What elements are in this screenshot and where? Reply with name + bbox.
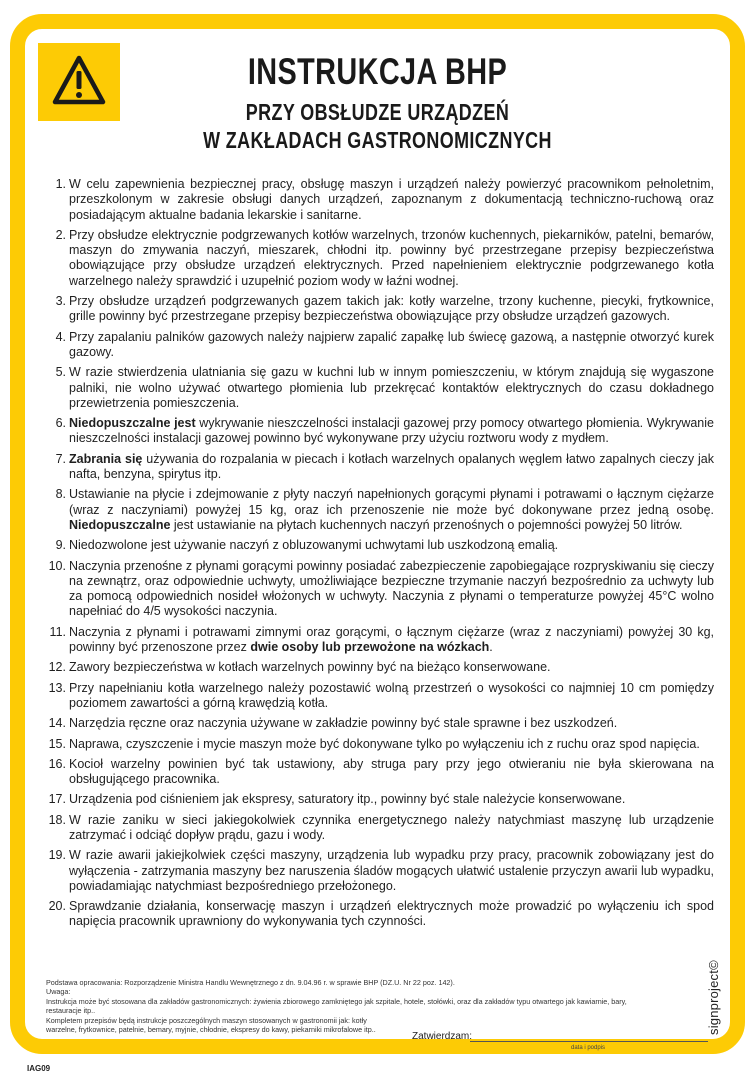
item-text: W razie stwierdzenia ulatniania się gazu w kuchni lub w innym pomieszczeniu, w którym znajdują się wygaszone palniki, nie wolno używać otwartego płomienia lub przekręcać kontaktów elektrycznych do czasu dokładnego przewietrzenia pomieszczenia. bbox=[69, 365, 714, 410]
item-number: 2. bbox=[55, 227, 66, 242]
note-text-2: Kompletem przepisów będą instrukcje poszczególnych maszyn stosowanych w gastronomii jak: kotły warzelne, frytkownice, patelnie, bemary, myjnie, chłodnie, ekspresy do kawy, piekarniki mikrofalowe itp.. bbox=[46, 1015, 376, 1035]
subtitle-line-1: PRZY OBSŁUDZE URZĄDZEŃ bbox=[245, 99, 510, 125]
list-item bbox=[46, 792, 714, 807]
item-text: Ustawianie na płycie i zdejmowanie z płyty naczyń napełnionych gorącymi płynami i potrawami o łącznym ciężarze (wraz z naczyniami) powyżej 15 kg, oraz ich przenoszenie nie może być dokonywane przez jedną osobę. bbox=[69, 487, 714, 517]
item-text: Sprawdzanie działania, konserwację maszyn i urządzeń elektrycznych może prowadzić po wyłączeniu ich spod napięcia pracownik uprawniony do wykonywania tych czynności. bbox=[69, 899, 714, 929]
item-emphasis: Zabrania się bbox=[69, 451, 143, 466]
list-item bbox=[46, 899, 714, 930]
item-text: Kocioł warzelny powinien być tak ustawiony, aby struga pary przy jego otwieraniu nie była skierowana na obsługującego pracownika. bbox=[69, 756, 714, 787]
item-text: jest ustawianie na płytach kuchennych naczyń przenośnych o pojemności powyżej 50 litrów. bbox=[170, 517, 683, 532]
item-text: Przy napełnianiu kotła warzelnego należy pozostawić wolną przestrzeń o wysokości co najmniej 10 cm pomiędzy poziomem zawartości a górną krawędzią kotła. bbox=[69, 680, 714, 710]
item-number: 14. bbox=[48, 716, 66, 731]
item-number: 8. bbox=[55, 487, 66, 502]
list-item bbox=[46, 452, 714, 483]
list-item bbox=[46, 177, 714, 223]
list-item bbox=[46, 365, 714, 411]
list-item bbox=[46, 330, 714, 361]
list-item bbox=[46, 294, 714, 325]
item-number: 7. bbox=[55, 451, 66, 466]
item-text: Niedozwolone jest używanie naczyń z obluzowanymi uchwytami lub uszkodzoną emalią. bbox=[69, 538, 559, 553]
item-number: 17. bbox=[48, 792, 66, 807]
item-number: 12. bbox=[48, 660, 66, 675]
item-text: . bbox=[489, 640, 493, 655]
footer-notes bbox=[46, 978, 646, 1034]
signature-caption: data i podpis bbox=[571, 1045, 606, 1051]
item-number: 20. bbox=[48, 899, 66, 914]
list-item bbox=[46, 737, 714, 752]
list-item bbox=[46, 757, 714, 788]
item-number: 18. bbox=[48, 812, 66, 827]
item-number: 10. bbox=[48, 558, 66, 573]
note-label: Uwaga: bbox=[46, 987, 71, 997]
list-item bbox=[46, 487, 714, 533]
list-item bbox=[46, 625, 714, 656]
list-item bbox=[46, 538, 714, 553]
signature-line bbox=[470, 1041, 708, 1042]
item-text: W razie zaniku w sieci jakiegokolwiek czynnika energetycznego należy natychmiast maszynę lub urządzenie zatrzymać i odciąć dopływ prądu, gazu i wody. bbox=[69, 812, 714, 842]
list-item bbox=[46, 416, 714, 447]
list-item bbox=[46, 559, 714, 620]
item-number: 13. bbox=[48, 680, 66, 695]
list-item bbox=[46, 681, 714, 712]
list-item bbox=[46, 228, 714, 289]
item-text: Naczynia z płynami i potrawami zimnymi oraz gorącymi, o łącznym ciężarze (wraz z naczyniami) powyżej 30 kg, powinny być przenoszone przez bbox=[69, 624, 714, 655]
item-number: 1. bbox=[55, 177, 66, 191]
item-text: Urządzenia pod ciśnieniem jak ekspresy, saturatory itp., powinny być stale należycie konserwowane. bbox=[69, 792, 626, 807]
item-text: Naprawa, czyszczenie i mycie maszyn może być dokonywane tylko po wyłączeniu ich z ruchu oraz spod napięcia. bbox=[69, 736, 700, 751]
note-text-1: Instrukcja może być stosowana dla zakładów gastronomicznych: żywienia zbiorowego zamkniętego jak szpitale, hotele, stołówki, oraz dla zakładów typu otwartego jak kawiarnie, bary, restauracje itp.. bbox=[46, 996, 627, 1016]
instruction-list bbox=[46, 177, 714, 935]
item-number: 3. bbox=[55, 294, 66, 309]
item-emphasis: Niedopuszczalne bbox=[69, 517, 171, 532]
item-emphasis: Niedopuszczalne jest bbox=[69, 416, 196, 431]
page-title: INSTRUKCJA BHP bbox=[247, 51, 508, 92]
item-number: 15. bbox=[48, 736, 66, 751]
legal-basis: Podstawa opracowania: Rozporządzenie Ministra Handlu Wewnętrznego z dn. 9.04.96 r. w sprawie BHP (DZ.U. Nr 22 poz. 142). bbox=[46, 978, 455, 987]
item-text: Naczynia przenośne z płynami gorącymi powinny posiadać zabezpieczenie zapobiegające rozpryskiwaniu się cieczy na zewnątrz, oraz odpowiednie uchwyty, umożliwiające bezpieczne trzymanie naczyń bezpośrednio za uchwyty lub za pomocą odpowiednich nosideł włożonych w uchwyty. Naczynia z płynami o temperaturze powyżej 45°C wolno napełniać do 4/5 wysokości naczynia. bbox=[69, 558, 714, 619]
item-text: W celu zapewnienia bezpiecznej pracy, obsługę maszyn i urządzeń należy powierzyć pracownikom pełnoletnim, przeszkolonym w zakresie obsługi danych urządzeń, zapoznanym z dokumentacją techniczno-ruchową oraz posiadającym aktualne badania lekarskie i sanitarne. bbox=[69, 177, 714, 222]
item-text: W razie awarii jakiejkolwiek części maszyny, urządzenia lub wypadku przy pracy, pracownik zobowiązany jest do wyłączenia - zatrzymania maszyny bez naruszenia śladów mogących ułatwić ustalenie przyczyn awarii lub wypadku, powiadamiając natychmiast bezpośredniego przełożonego. bbox=[69, 848, 714, 893]
subtitle-line-2: W ZAKŁADACH GASTRONOMICZNYCH bbox=[203, 127, 552, 153]
item-text: Narzędzia ręczne oraz naczynia używane w zakładzie powinny być stale sprawne i bez uszkodzeń. bbox=[69, 716, 618, 731]
brand-logo: signproject© bbox=[706, 960, 721, 1035]
item-text: Przy obsłudze elektrycznie podgrzewanych kotłów warzelnych, trzonów kuchennych, piekarników, patelni, bemarów, maszyn do zmywania naczyń, mieszarek, chłodni itp. powinny być przestrzegane przepisy bezpieczeństwa obowiązujące przy obsłudze urządzeń elektrycznych. Przed napełnieniem elektrycznie podgrzewanego kotła warzelnego należy sprawdzić i uzupełnić poziom wody w łaźni wodnej. bbox=[69, 227, 714, 288]
item-text: Przy zapalaniu palników gazowych należy najpierw zapalić zapałkę lub świecę gazową, a następnie otworzyć kurek gazowy. bbox=[69, 329, 714, 359]
list-item bbox=[46, 716, 714, 731]
item-number: 16. bbox=[48, 756, 66, 771]
item-number: 11. bbox=[49, 624, 66, 639]
item-text: Zawory bezpieczeństwa w kotłach warzelnych powinny być na bieżąco konserwowane. bbox=[69, 660, 551, 675]
item-text: Przy obsłudze urządzeń podgrzewanych gazem takich jak: kotły warzelne, trzony kuchenne, piecyki, frytkownice, grille powinny być przestrzegane przepisy bezpieczeństwa obowiązujące przy obsłudze urządzeń gazowych. bbox=[69, 294, 714, 324]
approval-label: Zatwierdzam: bbox=[412, 1031, 473, 1042]
item-number: 9. bbox=[55, 538, 66, 553]
item-text: używania do rozpalania w piecach i kotłach warzelnych opalanych węglem łatwo zapalnych cieczy jak nafta, benzyna, spirytus itp. bbox=[69, 451, 714, 482]
item-number: 19. bbox=[48, 848, 66, 863]
item-text: wykrywanie nieszczelności instalacji gazowej przy pomocy otwartego płomienia. Wykrywanie nieszczelności instalacji gazowej powinno być wykonywane przy użyciu roztworu wody z mydłem. bbox=[69, 416, 714, 446]
item-emphasis: dwie osoby lub przewożone na wózkach bbox=[250, 640, 490, 655]
product-code: IAG09 bbox=[27, 1064, 51, 1073]
list-item bbox=[46, 813, 714, 844]
item-number: 5. bbox=[55, 365, 66, 380]
list-item bbox=[46, 848, 714, 894]
item-number: 6. bbox=[55, 416, 66, 431]
list-item bbox=[46, 660, 714, 675]
item-number: 4. bbox=[55, 329, 66, 344]
